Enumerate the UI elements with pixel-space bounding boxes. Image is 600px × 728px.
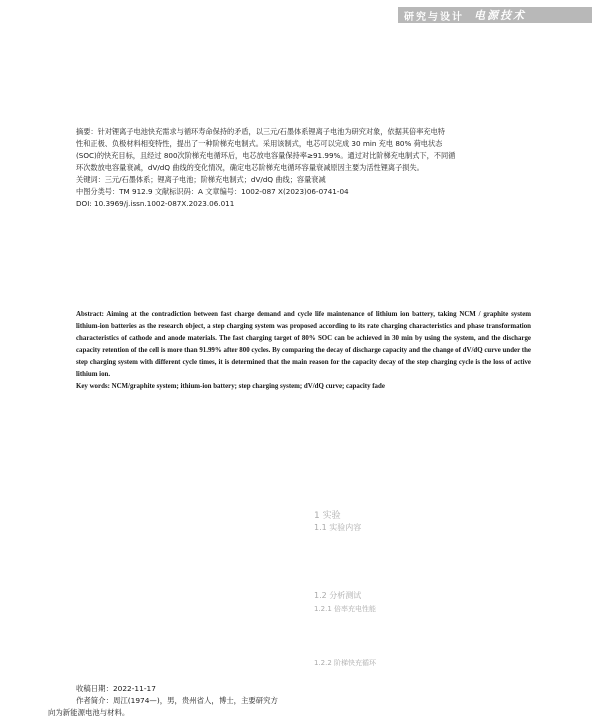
author-bio-line2: 向为新能源电池与材料。 xyxy=(48,708,130,717)
received-date: 收稿日期：2022-11-17 xyxy=(76,684,156,693)
section-1-2-2-heading: 1.2.2 阶梯快充循环 xyxy=(314,659,377,667)
footnote xyxy=(48,683,316,719)
author-bio-line1: 作者简介：周江(1974—)，男，贵州省人，博士，主要研究方 xyxy=(76,696,278,705)
abstract-cn-line: 摘要：针对锂离子电池快充需求与循环寿命保持的矛盾，以三元/石墨体系锂离子电池为研究对象，依据其倍率充电特 xyxy=(76,127,445,136)
section-1-2-1-heading: 1.2.1 倍率充电性能 xyxy=(314,605,377,613)
english-abstract xyxy=(76,309,531,393)
classification-codes: 中图分类号：TM 912.9 文献标识码：A 文章编号：1002-087 X(2023)06-0741-04 xyxy=(76,187,349,196)
abstract-cn-line: 性和正极、负极材料相变特性，提出了一种阶梯充电制式。采用该制式，电芯可以完成 30 min 充电 80% 荷电状态 xyxy=(76,139,443,148)
abstract-cn-line: 环次数放电容量衰减，dV/dQ 曲线的变化情况，确定电芯阶梯充电循环容量衰减原因主要为活性锂离子损失。 xyxy=(76,163,424,172)
abstract-en-body: Abstract: Aiming at the contradiction between fast charge demand and cycle life maintenance of lithium ion battery, taking NCM / graphite system lithium-ion batteries as the research object, a step charging system was proposed according to its rate charging characteristics and phase transformation characteristics of cathode and anode materials. The fast charging target of 80% SOC can be achieved in 30 min by using the system, and the discharge capacity retention of the cell is more than 91.99% after 800 cycles. By comparing the decay of discharge capacity and the change of dV/dQ curve under the step charging system with different cycle times, it is determined that the main reason for the capacity decay of the step charging cycle is the loss of active lithium ion. xyxy=(76,311,531,378)
chinese-abstract xyxy=(76,126,534,210)
journal-brand: 电源技术 xyxy=(474,9,526,22)
section-1-2-heading: 1.2 分析测试 xyxy=(314,591,362,600)
journal-section-label: 研究与设计 xyxy=(404,11,464,23)
keywords-cn: 关键词：三元/石墨体系；锂离子电池；阶梯充电制式；dV/dQ 曲线；容量衰减 xyxy=(76,175,326,184)
doi: DOI: 10.3969/j.issn.1002-087X.2023.06.011 xyxy=(76,199,235,208)
journal-header-band xyxy=(398,7,592,23)
abstract-cn-line: (SOC)的快充目标，且经过 800次阶梯充电循环后，电芯放电容量保持率≥91.99%。通过对比阶梯充电制式下，不同循 xyxy=(76,151,456,160)
section-1-heading: 1 实验 xyxy=(314,511,341,521)
keywords-en: Key words: NCM/graphite system; ithium-ion battery; step charging system; dV/dQ curve; capacity fade xyxy=(76,383,385,390)
section-1-1-heading: 1.1 实验内容 xyxy=(314,523,362,532)
